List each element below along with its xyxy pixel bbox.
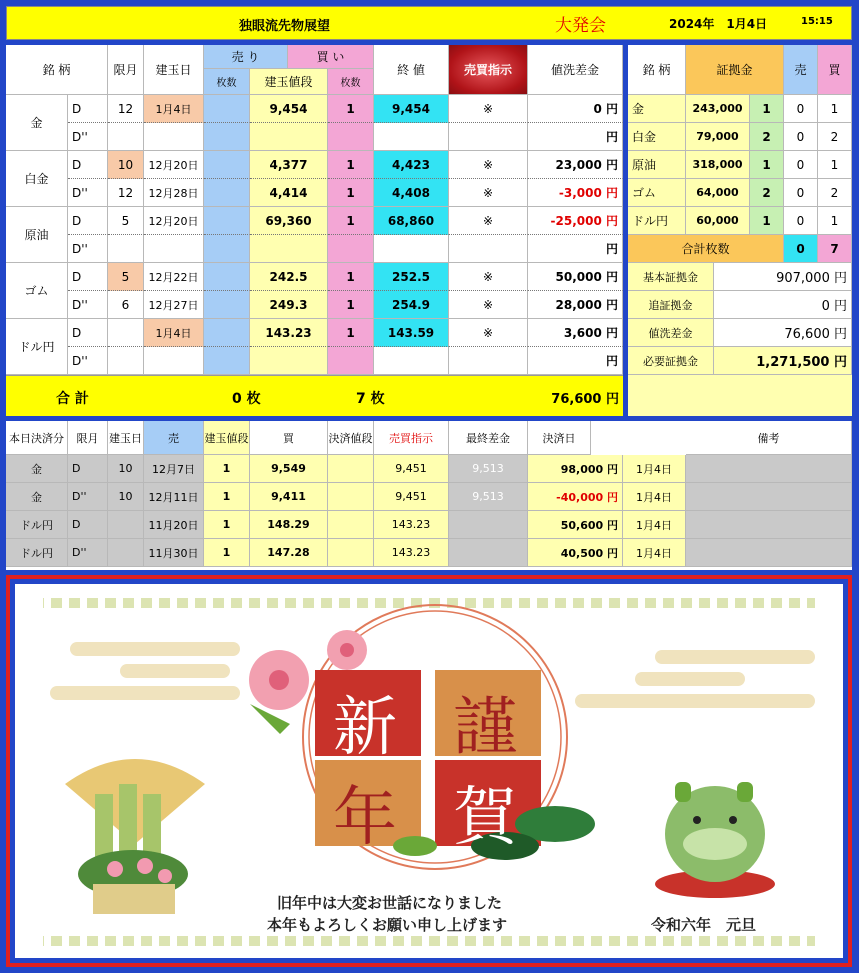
settled-row-date: 12月7日	[144, 455, 204, 483]
cloud-left-icon	[50, 642, 240, 700]
row-diff: -3,000 円	[528, 179, 623, 207]
settled-row-name: ドル円	[6, 539, 68, 567]
col-month-header: 限月	[108, 45, 144, 95]
col-close-header: 終 値	[374, 45, 449, 95]
margin-row-count: 1	[750, 151, 784, 179]
settled-row-month	[108, 511, 144, 539]
margin-row-buy: 2	[818, 123, 852, 151]
row-date: 12月20日	[144, 207, 204, 235]
row-diff: 円	[528, 235, 623, 263]
row-type: D	[68, 263, 108, 291]
settled-row-price: 9,411	[250, 483, 328, 511]
row-price: 4,377	[250, 151, 328, 179]
row-mark: ※	[449, 95, 528, 123]
time-label: 15:15	[801, 16, 833, 27]
settled-row-buy	[328, 511, 374, 539]
positions-table	[6, 45, 623, 416]
row-month	[108, 123, 144, 151]
row-month: 6	[108, 291, 144, 319]
row-month	[108, 235, 144, 263]
settled-row-type: D	[68, 455, 108, 483]
row-mark: ※	[449, 207, 528, 235]
margin-amount-header: 証拠金	[686, 45, 784, 95]
motto: 大発会	[555, 16, 606, 36]
row-sell-count	[204, 207, 250, 235]
row-diff: -25,000 円	[528, 207, 623, 235]
row-sell-count	[204, 95, 250, 123]
title-bar	[6, 6, 852, 40]
row-close: 4,408	[374, 179, 449, 207]
summary-label: 値洗差金	[628, 319, 714, 347]
row-sell-count	[204, 235, 250, 263]
settled-row-name: ドル円	[6, 511, 68, 539]
row-diff: 円	[528, 347, 623, 375]
row-buy-count: 1	[328, 151, 374, 179]
row-mark: ※	[449, 151, 528, 179]
settled-row-sell: 1	[204, 511, 250, 539]
dragon-icon	[655, 782, 775, 898]
row-month: 12	[108, 95, 144, 123]
greeting-card-frame	[6, 575, 852, 967]
row-mark	[449, 235, 528, 263]
margin-row-sell: 0	[784, 179, 818, 207]
col-price-header: 建玉値段	[250, 69, 328, 95]
margin-count-buy: 7	[818, 235, 852, 263]
row-close	[374, 347, 449, 375]
row-close: 68,860	[374, 207, 449, 235]
row-buy-count	[328, 235, 374, 263]
summary-label: 必要証拠金	[628, 347, 714, 375]
kanji-nen: 年	[333, 781, 397, 855]
row-mark	[449, 123, 528, 151]
row-type: D	[68, 319, 108, 347]
summary-value: 76,600 円	[714, 319, 852, 347]
row-name-2: 原油	[6, 207, 68, 263]
settled-header-date: 建玉日	[108, 421, 144, 455]
settled-row-sell: 1	[204, 483, 250, 511]
settled-header-settle: 決済値段	[328, 421, 374, 455]
margin-name-header: 銘 柄	[628, 45, 686, 95]
settled-row-price: 147.28	[250, 539, 328, 567]
settled-row-final: 50,600 円	[528, 511, 623, 539]
row-price	[250, 123, 328, 151]
margin-row-amount: 64,000	[686, 179, 750, 207]
col-sell-count-header: 枚数	[204, 69, 250, 95]
greeting-line-1: 旧年中は大変お世話になりました	[277, 894, 503, 912]
margin-row-count: 1	[750, 207, 784, 235]
margin-row-sell: 0	[784, 151, 818, 179]
row-close: 9,454	[374, 95, 449, 123]
col-date-header: 建玉日	[144, 45, 204, 95]
row-type: D''	[68, 123, 108, 151]
settled-row-final: -40,000 円	[528, 483, 623, 511]
row-price: 9,454	[250, 95, 328, 123]
settled-header-name: 本日決済分	[6, 421, 68, 455]
settled-row-date: 12月11日	[144, 483, 204, 511]
row-price: 242.5	[250, 263, 328, 291]
row-price: 4,414	[250, 179, 328, 207]
margin-row-buy: 2	[818, 179, 852, 207]
settled-header-settle_date: 決済日	[528, 421, 591, 455]
row-close: 254.9	[374, 291, 449, 319]
greeting-card	[10, 579, 848, 963]
margin-panel	[628, 45, 852, 416]
greeting-line-2: 本年もよろしくお願い申し上げます	[267, 916, 508, 934]
settled-row-month	[108, 539, 144, 567]
settled-row-settle: 9,451	[374, 483, 449, 511]
row-buy-count: 1	[328, 95, 374, 123]
settled-row-sell: 1	[204, 539, 250, 567]
settled-row-sdate: 1月4日	[623, 483, 686, 511]
settled-row-note	[686, 511, 852, 539]
row-mark: ※	[449, 263, 528, 291]
row-month: 5	[108, 263, 144, 291]
row-sell-count	[204, 347, 250, 375]
settled-row-note	[686, 455, 852, 483]
settled-row-name: 金	[6, 483, 68, 511]
row-sell-count	[204, 179, 250, 207]
row-date	[144, 235, 204, 263]
margin-row-count: 1	[750, 95, 784, 123]
settled-row-type: D''	[68, 539, 108, 567]
settled-row-sdate: 1月4日	[623, 539, 686, 567]
margin-row-sell: 0	[784, 95, 818, 123]
margin-row-sell: 0	[784, 207, 818, 235]
margin-filler	[628, 375, 852, 416]
col-buy-header: 買 い	[288, 45, 374, 69]
col-diff-header: 値洗差金	[528, 45, 623, 95]
row-name-0: 金	[6, 95, 68, 151]
date-label: 2024年 1月4日	[669, 17, 768, 31]
row-buy-count: 1	[328, 179, 374, 207]
settled-row-type: D	[68, 511, 108, 539]
settled-row-buy	[328, 455, 374, 483]
row-price	[250, 347, 328, 375]
settled-row-settle: 143.23	[374, 511, 449, 539]
summary-value: 1,271,500 円	[714, 347, 852, 375]
row-close: 143.59	[374, 319, 449, 347]
margin-row-name: ゴム	[628, 179, 686, 207]
summary-value: 907,000 円	[714, 263, 852, 291]
settled-row-note	[686, 483, 852, 511]
row-close: 4,423	[374, 151, 449, 179]
margin-row-name: 原油	[628, 151, 686, 179]
margin-count-sell: 0	[784, 235, 818, 263]
margin-row-amount: 318,000	[686, 151, 750, 179]
row-buy-count: 1	[328, 291, 374, 319]
settled-row-date: 11月20日	[144, 511, 204, 539]
margin-count-label: 合計枚数	[628, 235, 784, 263]
settled-header-price: 建玉値段	[204, 421, 250, 455]
row-price: 69,360	[250, 207, 328, 235]
row-buy-count: 1	[328, 263, 374, 291]
row-diff: 円	[528, 123, 623, 151]
row-name-4: ドル円	[6, 319, 68, 375]
margin-row-name: 金	[628, 95, 686, 123]
row-month: 10	[108, 151, 144, 179]
settled-row-settle: 143.23	[374, 539, 449, 567]
settled-row-instr: 9,513	[449, 483, 528, 511]
row-sell-count	[204, 151, 250, 179]
settled-header-instruction: 売買指示	[374, 421, 449, 455]
kadomatsu-icon	[65, 759, 205, 914]
total-diff: 76,600 円	[551, 392, 619, 407]
row-type: D''	[68, 291, 108, 319]
settled-row-sdate: 1月4日	[623, 455, 686, 483]
row-month: 12	[108, 179, 144, 207]
settled-table	[6, 421, 852, 570]
margin-row-amount: 243,000	[686, 95, 750, 123]
settled-row-month: 10	[108, 455, 144, 483]
margin-row-name: ドル円	[628, 207, 686, 235]
margin-buy-header: 買	[818, 45, 852, 95]
greeting-card-body	[15, 584, 843, 958]
cloud-right-icon	[575, 650, 815, 708]
row-diff: 28,000 円	[528, 291, 623, 319]
row-name-3: ゴム	[6, 263, 68, 319]
margin-row-sell: 0	[784, 123, 818, 151]
row-mark	[449, 347, 528, 375]
row-mark: ※	[449, 179, 528, 207]
row-sell-count	[204, 319, 250, 347]
settled-row-note	[686, 539, 852, 567]
row-month	[108, 347, 144, 375]
total-row	[6, 375, 623, 416]
col-buy-count-header: 枚数	[328, 69, 374, 95]
settled-row-type: D''	[68, 483, 108, 511]
kanji-ga: 賀	[453, 781, 517, 855]
row-date: 1月4日	[144, 95, 204, 123]
row-diff: 3,600 円	[528, 319, 623, 347]
margin-row-count: 2	[750, 179, 784, 207]
row-sell-count	[204, 263, 250, 291]
greeting-signature: 令和六年 元旦	[651, 916, 757, 934]
settled-header-buy: 買	[250, 421, 328, 455]
settled-row-sdate: 1月4日	[623, 511, 686, 539]
settled-header-month: 限月	[68, 421, 108, 455]
settled-row-month: 10	[108, 483, 144, 511]
settled-row-buy	[328, 483, 374, 511]
row-sell-count	[204, 291, 250, 319]
margin-row-count: 2	[750, 123, 784, 151]
row-type: D''	[68, 347, 108, 375]
settled-row-date: 11月30日	[144, 539, 204, 567]
page-title: 独眼流先物展望	[239, 19, 331, 34]
row-price: 249.3	[250, 291, 328, 319]
settled-row-instr	[449, 539, 528, 567]
total-label: 合 計	[56, 391, 89, 407]
margin-row-buy: 1	[818, 207, 852, 235]
settled-header-sell: 売	[144, 421, 204, 455]
margin-sell-header: 売	[784, 45, 818, 95]
settled-header-note: 備考	[686, 421, 852, 455]
total-buy: 7 枚	[356, 391, 385, 407]
row-date	[144, 123, 204, 151]
settled-row-settle: 9,451	[374, 455, 449, 483]
row-date: 12月22日	[144, 263, 204, 291]
row-buy-count	[328, 123, 374, 151]
row-buy-count: 1	[328, 319, 374, 347]
margin-row-amount: 60,000	[686, 207, 750, 235]
row-type: D	[68, 95, 108, 123]
settled-row-instr	[449, 511, 528, 539]
settled-row-final: 40,500 円	[528, 539, 623, 567]
row-type: D	[68, 207, 108, 235]
row-diff: 23,000 円	[528, 151, 623, 179]
row-month: 5	[108, 207, 144, 235]
row-date: 12月28日	[144, 179, 204, 207]
row-price	[250, 235, 328, 263]
margin-row-name: 白金	[628, 123, 686, 151]
row-diff: 0 円	[528, 95, 623, 123]
row-close	[374, 235, 449, 263]
settled-row-buy	[328, 539, 374, 567]
kanji-shin: 新	[333, 691, 397, 765]
summary-value: 0 円	[714, 291, 852, 319]
row-mark: ※	[449, 291, 528, 319]
row-date	[144, 347, 204, 375]
row-type: D''	[68, 235, 108, 263]
row-mark: ※	[449, 319, 528, 347]
row-type: D	[68, 151, 108, 179]
row-sell-count	[204, 123, 250, 151]
row-date: 1月4日	[144, 319, 204, 347]
settled-row-instr: 9,513	[449, 455, 528, 483]
settled-row-name: 金	[6, 455, 68, 483]
settled-row-sell: 1	[204, 455, 250, 483]
row-type: D''	[68, 179, 108, 207]
row-price: 143.23	[250, 319, 328, 347]
settled-header-final: 最終差金	[449, 421, 528, 455]
row-diff: 50,000 円	[528, 263, 623, 291]
settled-row-price: 9,549	[250, 455, 328, 483]
col-name-header: 銘 柄	[6, 45, 108, 95]
row-buy-count: 1	[328, 207, 374, 235]
summary-label: 追証拠金	[628, 291, 714, 319]
summary-label: 基本証拠金	[628, 263, 714, 291]
row-buy-count	[328, 347, 374, 375]
row-name-1: 白金	[6, 151, 68, 207]
margin-row-amount: 79,000	[686, 123, 750, 151]
settled-row-final: 98,000 円	[528, 455, 623, 483]
margin-row-buy: 1	[818, 95, 852, 123]
margin-row-buy: 1	[818, 151, 852, 179]
row-month	[108, 319, 144, 347]
row-close	[374, 123, 449, 151]
instruction-button[interactable]: 売買指示	[449, 45, 528, 95]
row-date: 12月20日	[144, 151, 204, 179]
col-sell-header: 売 り	[204, 45, 288, 69]
settled-row-price: 148.29	[250, 511, 328, 539]
row-close: 252.5	[374, 263, 449, 291]
total-sell: 0 枚	[232, 391, 261, 407]
kanji-kin: 謹	[453, 691, 517, 765]
row-date: 12月27日	[144, 291, 204, 319]
